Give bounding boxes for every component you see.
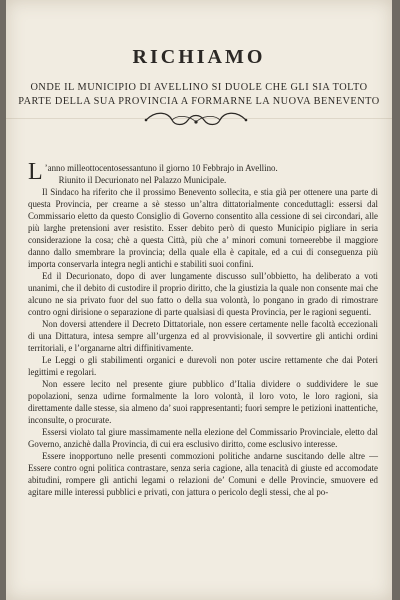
paragraph: Non essere lecito nel presente giure pubblico d’Italia dividere o suddividere le sue popolazioni, senza udirne formalmente la loro volontà, il loro voto, le loro ragioni, sia direttamente dalle stesse, sia almeno da’ suoi rappresentanti; fuori sempre le petizioni inattentiche, inconsulte, o procurate. bbox=[28, 379, 378, 425]
paragraph: Le Leggi o gli stabilimenti organici e durevoli non poter uscire rettamente che dai Poteri legittimi e regolari. bbox=[28, 355, 378, 377]
paragraph: Essersi violato tal giure massimamente nella elezione del Commissario Provinciale, eletto dal Governo, anzichè dalla Provincia, di cui era esclusivo diritto, come esclusivo interesse. bbox=[28, 427, 378, 449]
decorative-flourish-icon bbox=[142, 108, 250, 130]
document-body bbox=[28, 159, 378, 498]
paragraph: Essere inopportuno nelle presenti commozioni politiche andarne suscitando delle altre — Essere contro ogni politica contrastare, senza seria cagione, alla tenacità di giuste ed accomodate abitudini, rompere gli antichi legami o relazioni de’ Comuni e delle Provincie, smuovere ed agitare mille interessi pubblici e privati, con jattura o pericolo degli stessi, che al po- bbox=[28, 451, 378, 497]
paragraph: Riunito il Decurionato nel Palazzo Municipale. bbox=[58, 175, 227, 185]
paragraph-text: ’anno milleottocentosessantuno il giorno 10 Febbrajo in Avellino. bbox=[44, 163, 278, 173]
document-page bbox=[6, 0, 392, 600]
document-subtitle-line-1: ONDE IL MUNICIPIO DI AVELLINO SI DUOLE CHE GLI SIA TOLTO bbox=[30, 82, 368, 93]
document-title: RICHIAMO bbox=[132, 46, 266, 68]
document-subtitle-line-2: PARTE DELLA SUA PROVINCIA A FORMARNE LA NUOVA BENEVENTO bbox=[18, 96, 380, 107]
paragraph: Non doversi attendere il Decreto Dittatoriale, non essere certamente nelle facoltà eccezionali di una Dittatura, intesa sempre all’urgenza ed al provvisionale, il sovvertire gli antichi ordini territoriali, e l’organarne altri diffinitivamente. bbox=[28, 319, 378, 353]
drop-cap: L bbox=[28, 159, 43, 185]
paragraph: Il Sindaco ha riferito che il prossimo Benevento sollecita, e stia già per ottenere una parte di questa Provincia, per crearne a sè stesso un’altra dittatorialmente conceduttagli: essersi dal Commissario eletto da questo Consiglio di Governo consentito alla cessione di sei circondari, alle più larghe pretensioni aver resistito. Esser debito però di questo Municipio pigliare in seria considerazione la cosa; chè a questa Città, più che a’ minori comuni torneerebbe il maggiore danno dallo smembrare la provincia; della quale ella è capitale, ed a cui di conseguenza più importa conservarla integra negli antichi e stabiliti suoi confini. bbox=[28, 187, 378, 269]
paragraph: Ed il Decurionato, dopo di aver lungamente discusso sull’obbietto, ha deliberato a voti unanimi, che il debito di custodire il proprio diritto, che la giustizia la quale non consente mai che alcuno ne sia privato fuor del suo fatto o della sua volontà, lo pongano in grado di rimostrare contro ogni dirisione o separazione di parte qualsiasi di questa Provincia, per le ragioni seguenti. bbox=[28, 271, 378, 317]
